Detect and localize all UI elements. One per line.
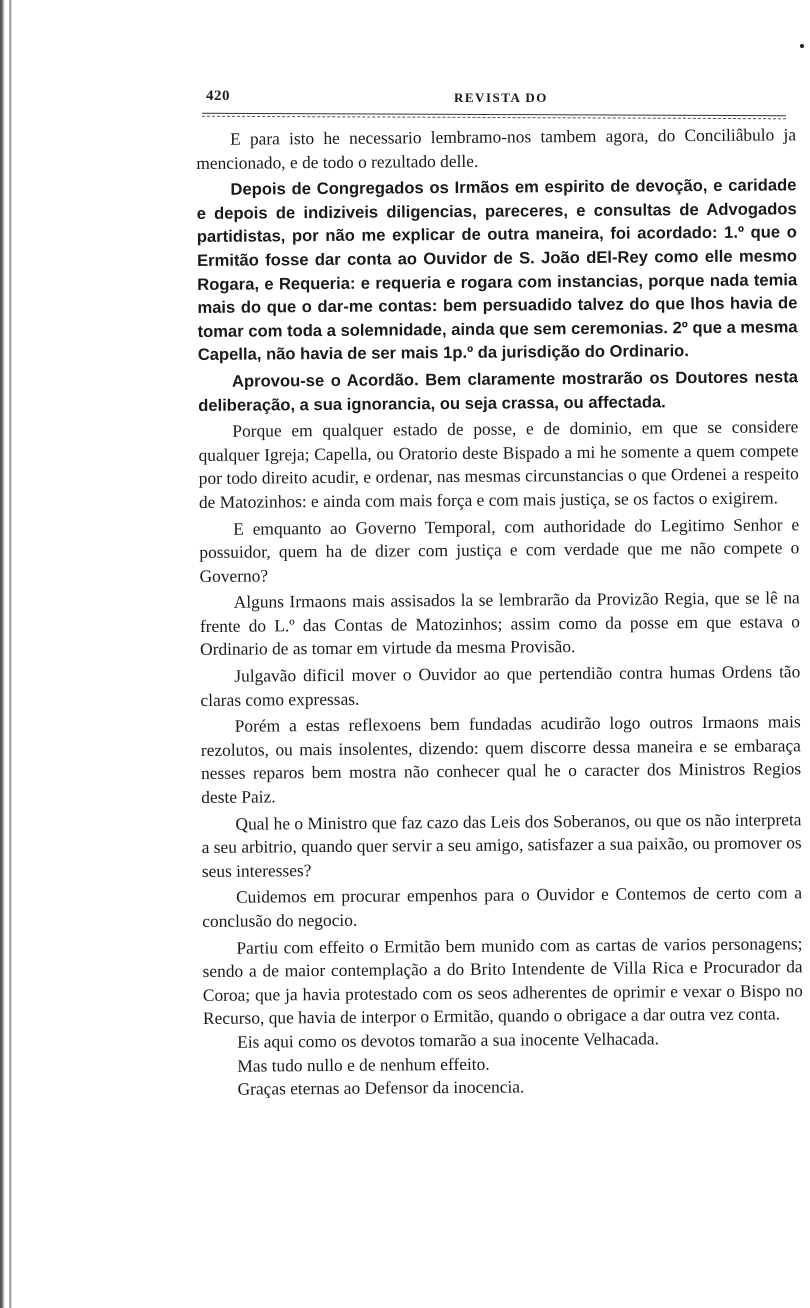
paragraph: Aprovou-se o Acordão. Bem claramente mostrarão os Doutores nesta deliberação, a sua ignorancia, ou seja crassa, ou affectada. bbox=[198, 367, 799, 415]
book-page bbox=[196, 86, 803, 1102]
running-title: REVISTA DO bbox=[454, 90, 548, 105]
page-header bbox=[196, 86, 796, 110]
paragraph: Qual he o Ministro que faz cazo das Leis dos Soberanos, ou que os não interpreta a seu arbitrio, quando quer servir a seu amigo, satisfazer a sua paixão, ou promover os seus interesses? bbox=[201, 808, 802, 881]
paragraph: Julgavão dificil mover o Ouvidor ao que pertendião contra humas Ordens tão claras como expressas. bbox=[200, 661, 801, 710]
paragraph: Eis aqui como os devotos tomarão a sua inocente Velhacada. bbox=[237, 1028, 660, 1052]
header-rule bbox=[202, 113, 786, 120]
body-text bbox=[196, 123, 804, 1101]
paragraph: Porque em qualquer estado de posse, e de dominio, em que se considere qualquer Igreja; Capella, ou Oratorio deste Bispado a mi he somente a quem compete por todo direito acudir, e ordenar, nas mesmas circunstancias o que Ordenei a respeito de Matozinhos: e ainda com mais força e com mais justiça, se os factos o exigirem. bbox=[198, 416, 799, 512]
paragraph: Mas tudo nullo e de nenhum effeito. bbox=[237, 1053, 490, 1076]
paragraph: Depois de Congregados os Irmãos em espirito de devoção, e caridade e depois de indiziveis diligencias, pareceres, e consultas de Advogados partidistas, por não me explicar de outra maneira, foi acordado: 1.º que o Ermitão fosse dar conta ao Ouvidor de S. João dEl-Rey como elle mesmo Rogara, e Requeria: e requeria e rogara com instancias, porque nada temia mais do que o dar-me contas: bem persuadido talvez do que lhos havia de tomar com toda a solemnidade, ainda que sem ceremonias. 2º que a mesma Capella, não havia de ser mais 1p.º da jurisdição do Ordinario. bbox=[196, 175, 798, 365]
ink-speck bbox=[800, 44, 804, 48]
paragraph: Partiu com effeito o Ermitão bem munido com as cartas de varios personagens; sendo a de maior contemplação a do Brito Intendente de Villa Rica e Procurador da Coroa; que ja havia protestado com os seos adherentes de oprimir e vexar o Bispo no Recurso, que havia de interpor o Ermitão, quando o obrigace a dar outra vez conta. bbox=[202, 932, 803, 1029]
paragraph: Porém a estas reflexoens bem fundadas acudirão logo outros Irmaons mais rezolutos, ou mais insolentes, dizendo: quem discorre dessa maneira e se embaraça nesses reparos bem mostra não conhecer qual he o caracter dos Ministros Regios deste Paiz. bbox=[200, 711, 802, 808]
paragraph: E emquanto ao Governo Temporal, com authoridade do Legitimo Senhor e possuidor, quem ha de dizer com justiça e com verdade que me não compete o Governo? bbox=[199, 513, 800, 586]
page-number: 420 bbox=[206, 88, 230, 104]
paragraph: Cuidemos em procurar empenhos para o Ouvidor e Contemos de certo com a conclusão do negocio. bbox=[202, 882, 803, 931]
paragraph: E para isto he necessario lembramo-nos tambem agora, do Conciliâbulo ja mencionado, e de todo o rezultado delle. bbox=[196, 124, 797, 173]
paragraph: Graças eternas ao Defensor da inocencia. bbox=[237, 1076, 525, 1099]
paragraph: Alguns Irmaons mais assisados la se lembrarão da Provizão Regia, que se lê na frente do L.º das Contas de Matozinhos; assim como da posse em que estava o Ordinario de as tomar em virtude da mesma Provisão. bbox=[199, 587, 800, 660]
page-binding-edge bbox=[0, 0, 16, 1308]
